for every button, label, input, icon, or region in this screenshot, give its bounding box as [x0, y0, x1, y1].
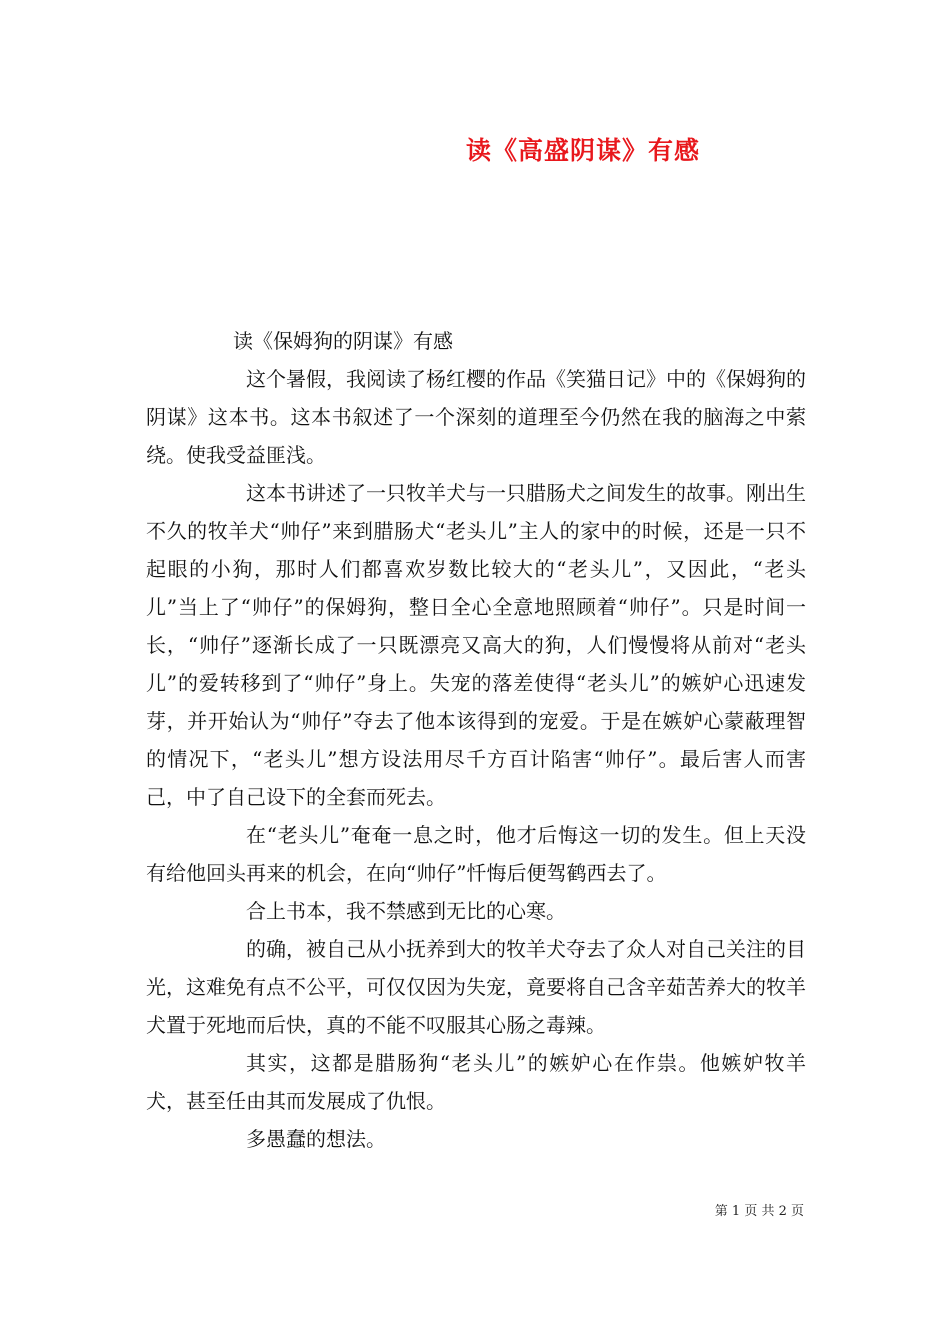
paragraph-3: 在“老头儿”奄奄一息之时，他才后悔这一切的发生。但上天没有给他回头再来的机会，在向“帅仔”忏悔后便驾鹤西去了。	[146, 823, 806, 885]
document-body	[146, 322, 806, 1158]
paragraph-4: 合上书本，我不禁感到无比的心寒。	[246, 899, 566, 923]
article-subtitle: 读《保姆狗的阴谋》有感	[233, 329, 453, 353]
paragraph-6: 其实，这都是腊肠狗“老头儿”的嫉妒心在作祟。他嫉妒牧羊犬，甚至任由其而发展成了仇恨。	[146, 1051, 806, 1113]
paragraph-5: 的确，被自己从小抚养到大的牧羊犬夺去了众人对自己关注的目光，这难免有点不公平，可仅仅因为失宠，竟要将自己含辛茹苦养大的牧羊犬置于死地而后快，真的不能不叹服其心肠之毒辣。	[146, 937, 806, 1037]
document-title: 读《高盛阴谋》有感	[465, 136, 700, 165]
paragraph-1: 这个暑假，我阅读了杨红樱的作品《笑猫日记》中的《保姆狗的阴谋》这本书。这本书叙述了一个深刻的道理至今仍然在我的脑海之中萦绕。使我受益匪浅。	[146, 367, 806, 467]
page-number-label: 第 1 页 共 2 页	[714, 1204, 804, 1219]
paragraph-2: 这本书讲述了一只牧羊犬与一只腊肠犬之间发生的故事。刚出生不久的牧羊犬“帅仔”来到腊肠犬“老头儿”主人的家中的时候，还是一只不起眼的小狗，那时人们都喜欢岁数比较大的“老头儿”，又因此，“老头儿”当上了“帅仔”的保姆狗，整日全心全意地照顾着“帅仔”。只是时间一长，“帅仔”逐渐长成了一只既漂亮又高大的狗，人们慢慢将从前对“老头儿”的爱转移到了“帅仔”身上。失宠的落差使得“老头儿”的嫉妒心迅速发芽，并开始认为“帅仔”夺去了他本该得到的宠爱。于是在嫉妒心蒙蔽理智的情况下，“老头儿”想方设法用尽千方百计陷害“帅仔”。最后害人而害己，中了自己设下的全套而死去。	[146, 481, 806, 809]
page-number	[715, 1200, 804, 1219]
paragraph-7: 多愚蠢的想法。	[246, 1127, 386, 1151]
